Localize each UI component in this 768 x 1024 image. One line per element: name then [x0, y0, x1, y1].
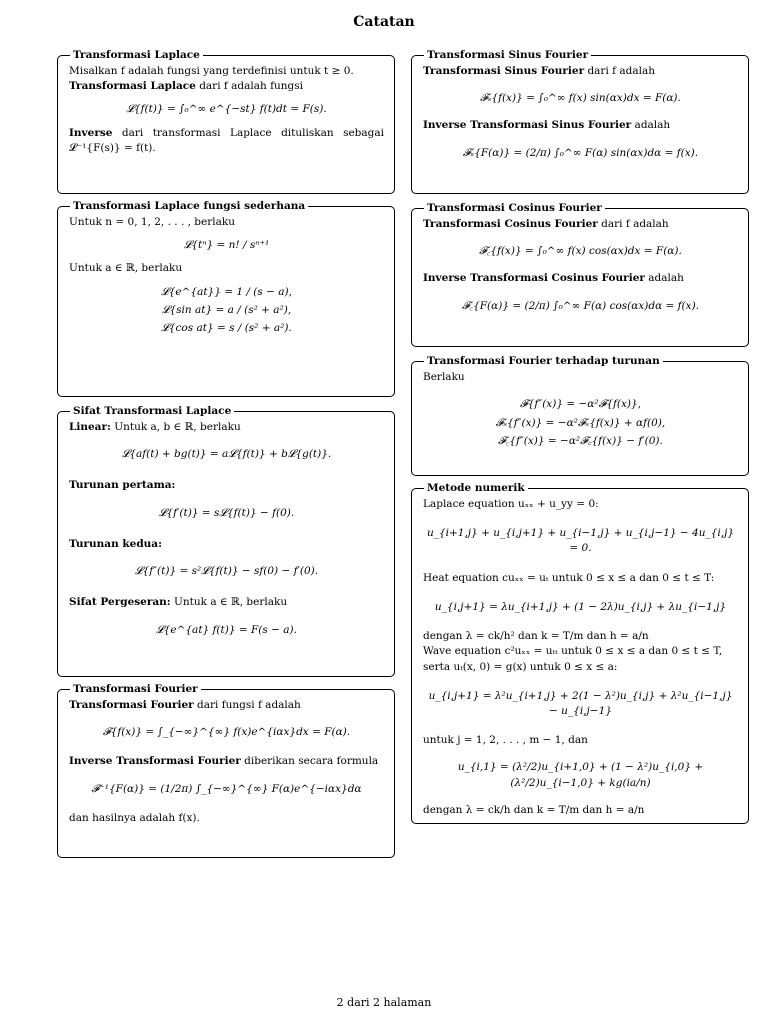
props-box: [57, 405, 395, 677]
sinus-def: Transformasi Sinus Fourier dari f adalah: [423, 65, 655, 77]
simple-box: [57, 200, 395, 397]
deriv-eq2: 𝓕ₛ{f″(x)} = −α²𝓕ₛ{f(x)} + αf(0),: [495, 416, 666, 429]
sinus-eq2: 𝓕ₛ{F(α)} = (2/π) ∫₀^∞ F(α) sin(αx)dα = f(x).: [462, 146, 699, 159]
numeric-box: [411, 482, 749, 824]
cosinus-def: Transformasi Cosinus Fourier dari f adalah: [423, 218, 669, 230]
laplace-intro: Misalkan f adalah fungsi yang terdefinisi untuk t ≥ 0.: [69, 65, 354, 77]
props-eq2: 𝓛{f′(t)} = s𝓛{f(t)} − f(0).: [158, 506, 295, 519]
props-eq3: 𝓛{f″(t)} = s²𝓛{f(t)} − sf(0) − f′(0).: [134, 565, 319, 578]
cosinus-box: [411, 202, 749, 347]
props-eq1: 𝓛{af(t) + bg(t)} = a𝓛{f(t)} + b𝓛{g(t)}.: [121, 448, 332, 461]
deriv-line1: Berlaku: [423, 371, 465, 383]
laplace-def: Transformasi Laplace dari f adalah fungsi: [69, 80, 303, 93]
cosinus-inv: Inverse Transformasi Cosinus Fourier adalah: [423, 272, 684, 285]
sinus-inv: Inverse Transformasi Sinus Fourier adalah: [423, 119, 671, 132]
laplace-inverse: Inverse dari transformasi Laplace dituliskan sebagai 𝓛⁻¹{F(s)} = f(t).: [69, 126, 384, 154]
fourier-box: [57, 683, 395, 858]
numeric-l1: Laplace equation uₓₓ + u_yy = 0:: [423, 498, 599, 510]
fourier-def: Transformasi Fourier dari fungsi f adalah: [69, 699, 301, 711]
cosinus-eq2: 𝓕꜀{F(α)} = (2/π) ∫₀^∞ F(α) cos(αx)dα = f(x).: [461, 299, 700, 312]
numeric-l7: dengan λ = ck/h dan k = T/m dan h = a/n: [423, 803, 645, 816]
laplace-title: Transformasi Laplace: [70, 48, 203, 62]
fourier-title: Transformasi Fourier: [70, 682, 201, 696]
simple-eq3: 𝓛{sin at} = a / (s² + a²),: [161, 304, 292, 317]
deriv-eqs: [423, 395, 738, 450]
cosinus-title: Transformasi Cosinus Fourier: [424, 201, 605, 215]
props-d1: Turunan pertama:: [69, 479, 176, 492]
deriv-eq1: 𝓕{f″(x)} = −α²𝓕{f(x)},: [519, 398, 642, 411]
numeric-eq4: u_{i,1} = (λ²/2)u_{i+1,0} + (1 − λ²)u_{i,0} + (λ²/2)u_{i−1,0} + kg(ia/n): [457, 761, 704, 789]
deriv-box: [411, 355, 749, 476]
numeric-l2: Heat equation cuₓₓ = uₜ untuk 0 ≤ x ≤ a dan 0 ≤ t ≤ T:: [423, 571, 715, 584]
simple-eqs: [69, 283, 384, 338]
numeric-eq2: u_{i,j+1} = λu_{i+1,j} + (1 − 2λ)u_{i,j} + λu_{i−1,j}: [434, 600, 727, 613]
simple-eq1: 𝓛{tⁿ} = n! / sⁿ⁺¹: [183, 239, 270, 252]
page-footer: 2 dari 2 halaman: [336, 996, 432, 1009]
laplace-eq: 𝓛{f(t)} = ∫₀^∞ e^{−st} f(t)dt = F(s).: [126, 103, 327, 116]
simple-line1: Untuk n = 0, 1, 2, . . . , berlaku: [69, 216, 235, 228]
props-shift: Sifat Pergeseran: Untuk a ∈ ℝ, berlaku: [69, 596, 288, 609]
simple-eq4: 𝓛{cos at} = s / (s² + a²).: [161, 322, 292, 335]
numeric-l5: serta uₜ(x, 0) = g(x) untuk 0 ≤ x ≤ a:: [423, 660, 618, 673]
deriv-title: Transformasi Fourier terhadap turunan: [424, 354, 663, 368]
deriv-eq3: 𝓕꜀{f″(x)} = −α²𝓕꜀{f(x)} − f′(0).: [498, 434, 663, 447]
simple-eq2: 𝓛{e^{at}} = 1 / (s − a),: [161, 285, 292, 298]
fourier-inv: Inverse Transformasi Fourier diberikan secara formula: [69, 755, 379, 768]
numeric-title: Metode numerik: [424, 481, 528, 495]
numeric-l3: dengan λ = ck/h² dan k = T/m dan h = a/n: [423, 630, 649, 643]
props-eq4: 𝓛{e^{at} f(t)} = F(s − a).: [156, 623, 297, 636]
sinus-eq1: 𝓕ₛ{f(x)} = ∫₀^∞ f(x) sin(αx)dx = F(α).: [480, 92, 681, 105]
simple-title: Transformasi Laplace fungsi sederhana: [70, 199, 308, 213]
numeric-l4: Wave equation c²uₓₓ = uₜₜ untuk 0 ≤ x ≤ a dan 0 ≤ t ≤ T,: [423, 645, 723, 658]
numeric-eq3: u_{i,j+1} = λ²u_{i+1,j} + 2(1 − λ²)u_{i,j} + λ²u_{i−1,j} − u_{i,j−1}: [428, 689, 733, 717]
fourier-eq1: 𝓕{f(x)} = ∫_{−∞}^{∞} f(x)e^{iαx}dx = F(α).: [102, 726, 351, 739]
fourier-eq2: 𝓕⁻¹{F(α)} = (1/2π) ∫_{−∞}^{∞} F(α)e^{−iαx}dα: [91, 782, 362, 795]
simple-line2: Untuk a ∈ ℝ, berlaku: [69, 262, 183, 275]
fourier-end: dan hasilnya adalah f(x).: [69, 811, 200, 824]
laplace-box: [57, 49, 395, 194]
props-d2: Turunan kedua:: [69, 537, 162, 550]
sinus-box: [411, 49, 749, 194]
cosinus-eq1: 𝓕꜀{f(x)} = ∫₀^∞ f(x) cos(αx)dx = F(α).: [479, 245, 682, 258]
page-title: Catatan: [353, 14, 415, 30]
numeric-eq1: u_{i+1,j} + u_{i,j+1} + u_{i−1,j} + u_{i,j−1} − 4u_{i,j} = 0.: [426, 527, 735, 555]
props-title: Sifat Transformasi Laplace: [70, 404, 234, 418]
props-linear: Linear: Untuk a, b ∈ ℝ, berlaku: [69, 421, 241, 433]
sinus-title: Transformasi Sinus Fourier: [424, 48, 591, 62]
numeric-l6: untuk j = 1, 2, . . . , m − 1, dan: [423, 734, 588, 747]
